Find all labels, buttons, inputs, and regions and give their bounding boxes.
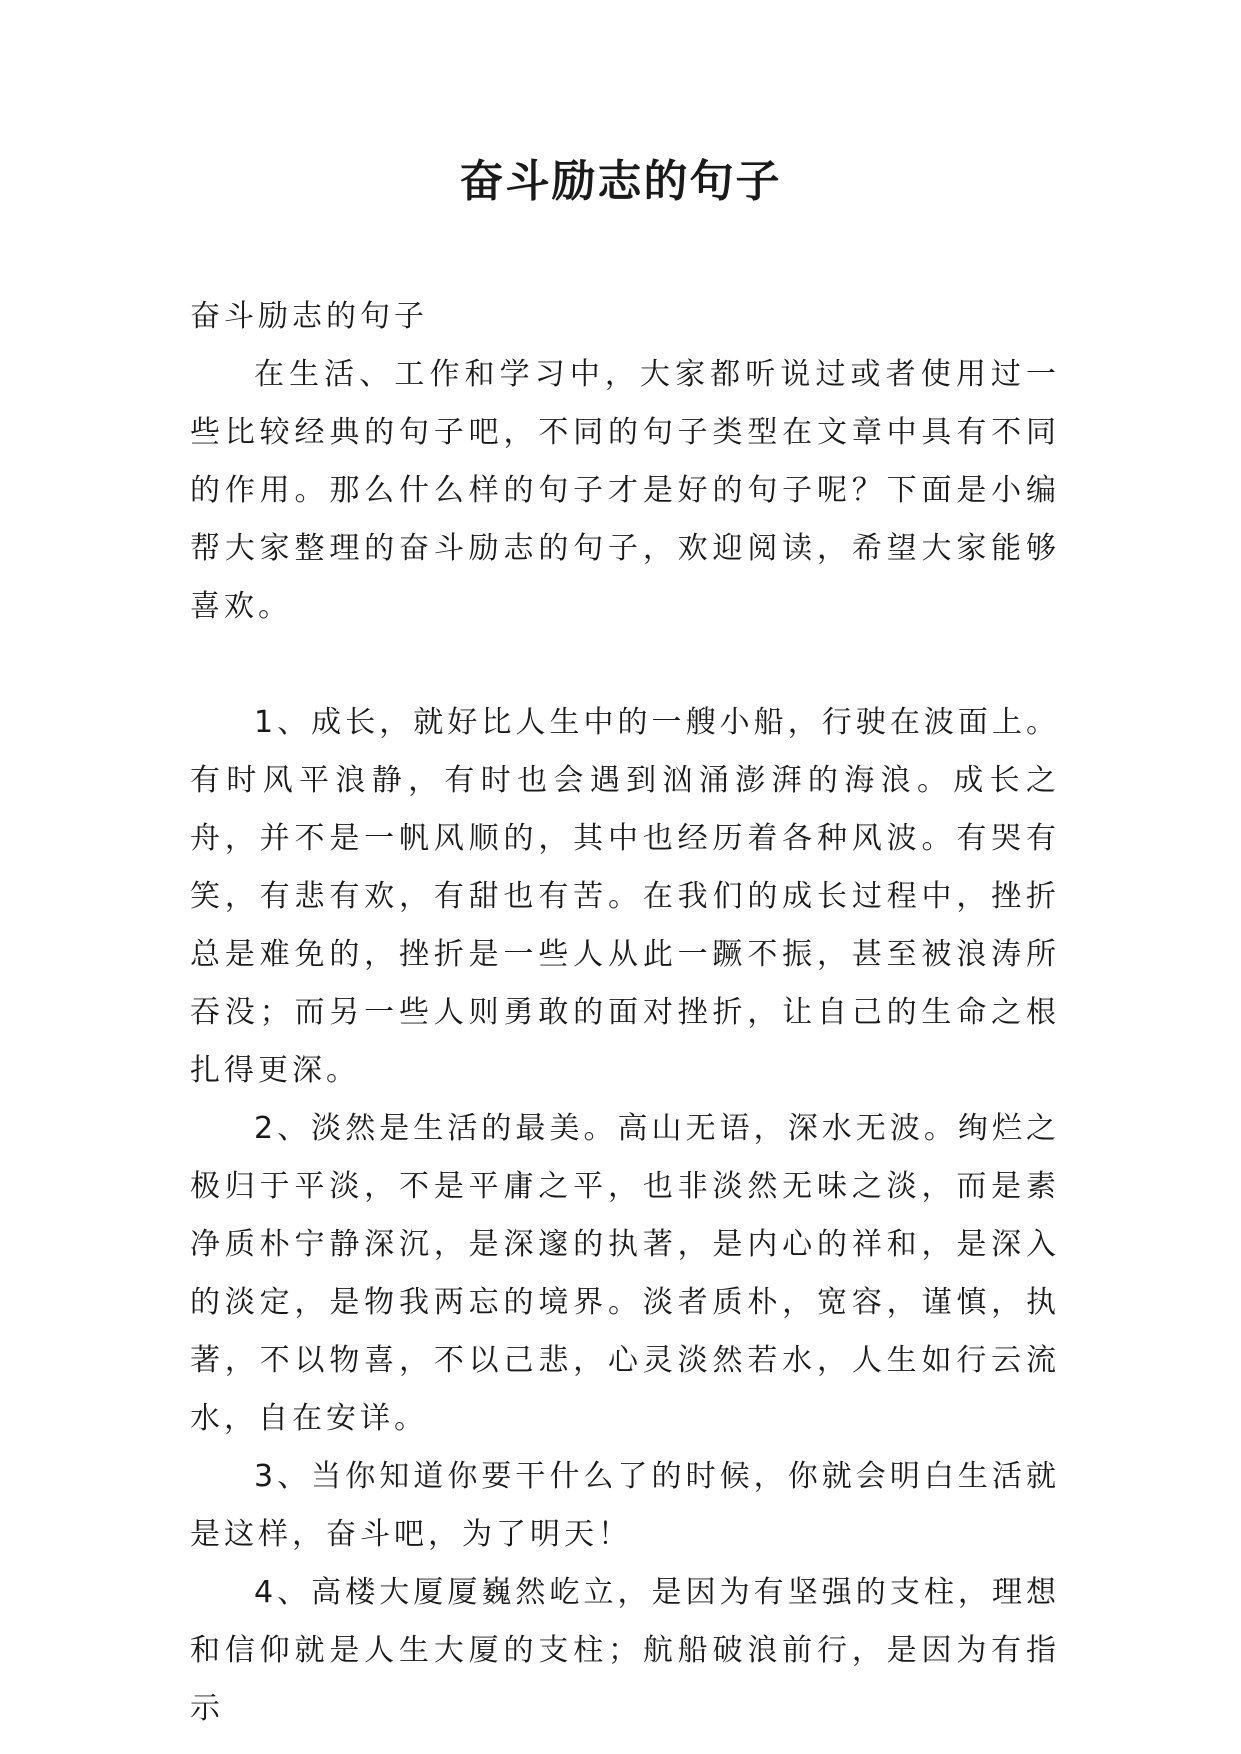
paragraph-gap: [190, 636, 1060, 694]
list-item-1: 1、成长，就好比人生中的一艘小船，行驶在波面上。有时风平浪静，有时也会遇到汹涌澎湃的海浪。成长之舟，并不是一帆风顺的，其中也经历着各种风波。有哭有笑，有悲有欢，有甜也有苦。在我们的成长过程中，挫折总是难免的，挫折是一些人从此一蹶不振，甚至被浪涛所吞没；而另一些人则勇敢的面对挫折，让自己的生命之根扎得更深。: [190, 705, 1060, 1088]
document-title: 奋斗励志的句子: [459, 156, 782, 207]
document-body: [190, 288, 1060, 1738]
document-subtitle: 奋斗励志的句子: [190, 299, 428, 334]
list-item-4: 4、高楼大厦厦巍然屹立，是因为有坚强的支柱，理想和信仰就是人生大厦的支柱；航船破浪前行，是因为有指示: [190, 1575, 1060, 1726]
list-item-3: 3、当你知道你要干什么了的时候，你就会明白生活就是这样，奋斗吧，为了明天！: [190, 1459, 1060, 1552]
intro-paragraph: 在生活、工作和学习中，大家都听说过或者使用过一些比较经典的句子吧，不同的句子类型在文章中具有不同的作用。那么什么样的句子才是好的句子呢？下面是小编帮大家整理的奋斗励志的句子，欢迎阅读，希望大家能够喜欢。: [190, 357, 1060, 624]
list-item-2: 2、淡然是生活的最美。高山无语，深水无波。绚烂之极归于平淡，不是平庸之平，也非淡然无味之淡，而是素净质朴宁静深沉，是深邃的执著，是内心的祥和，是深入的淡定，是物我两忘的境界。淡者质朴，宽容，谨慎，执著，不以物喜，不以己悲，心灵淡然若水，人生如行云流水，自在安详。: [190, 1111, 1060, 1436]
